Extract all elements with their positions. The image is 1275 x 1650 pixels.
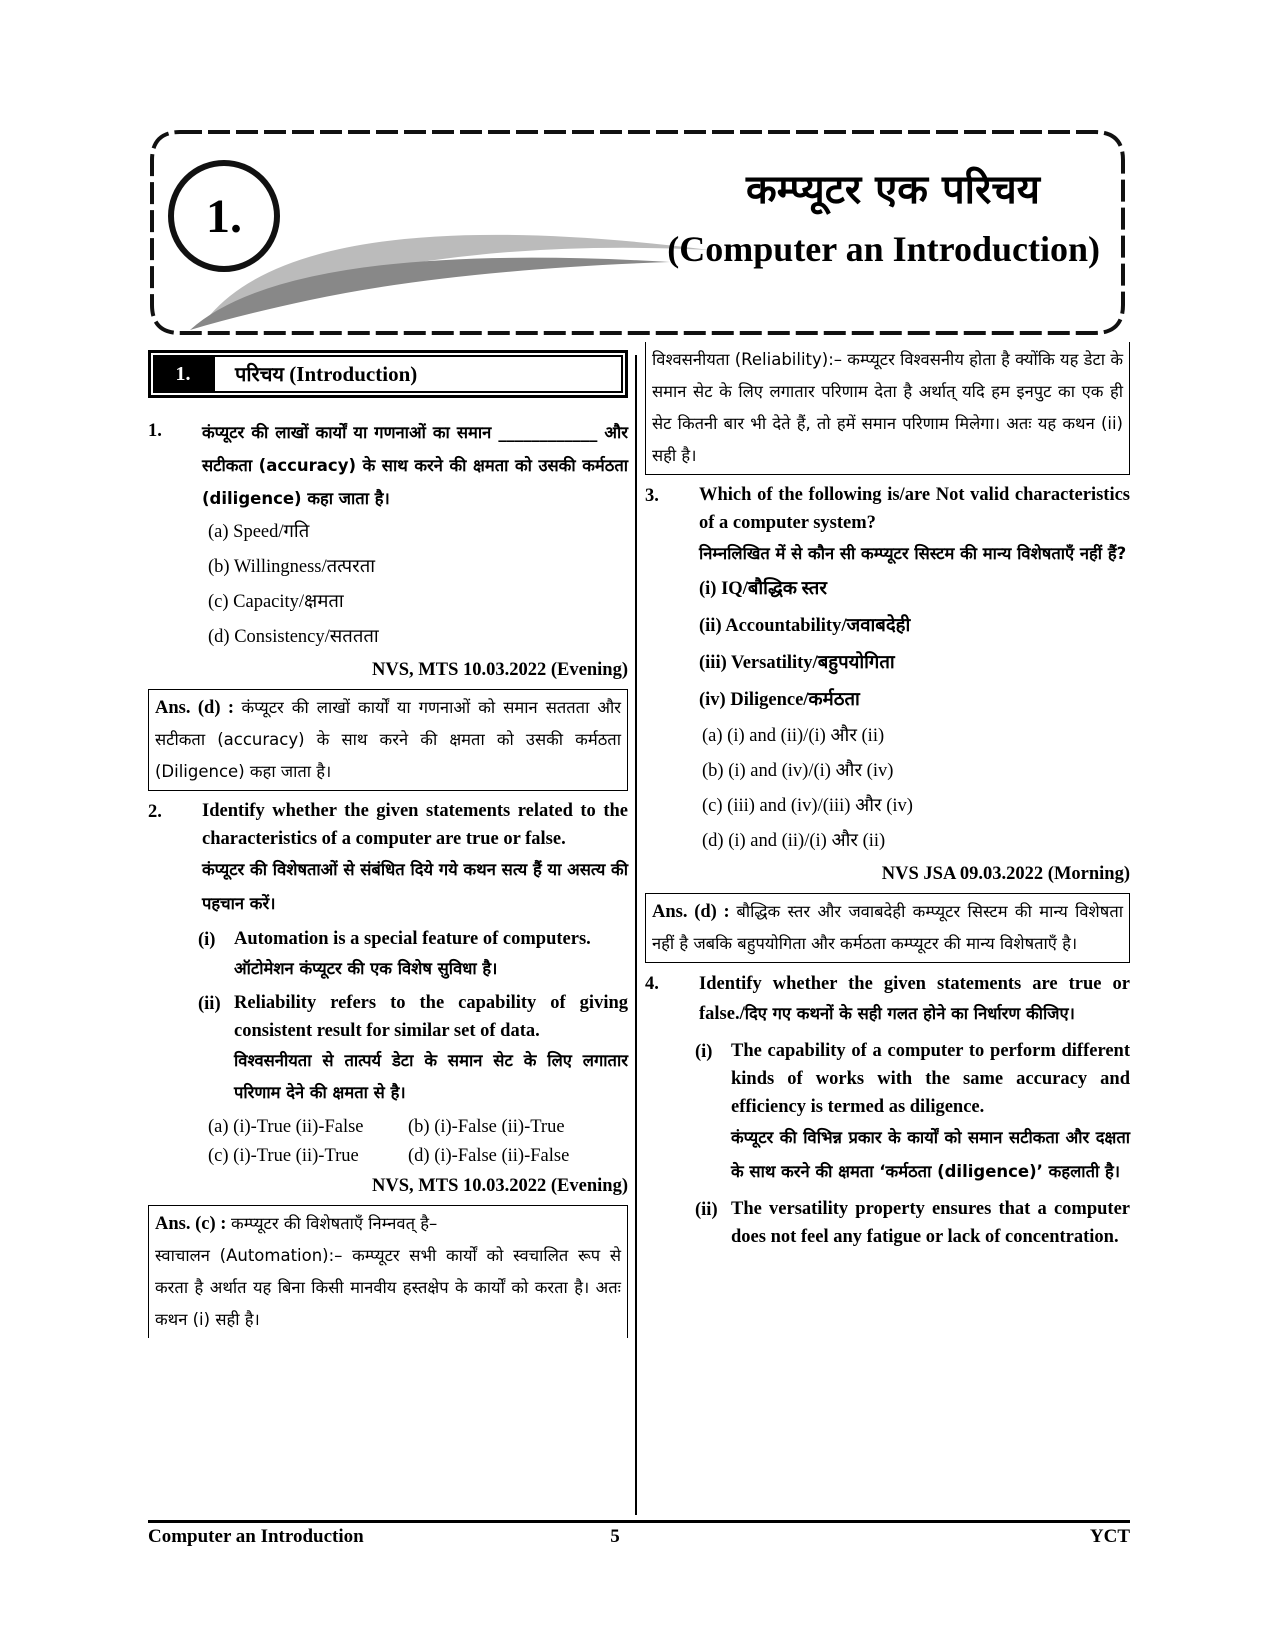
right-column [645,350,1130,1251]
section-title-english: (Introduction) [289,362,418,386]
option-d: (d) Consistency/सततता [208,627,379,647]
question-text: कंप्यूटर की लाखों कार्यों या गणनाओं का समान ____________ और सटीकता (accuracy) के साथ करने की क्षमता को उसकी कर्मठता (diligence) कहा जाता है। [202,423,628,508]
option-b: (b) (i)-False (ii)-True [408,1117,565,1137]
answer-label: Ans. (d) : [652,902,730,922]
question-2 [148,797,628,921]
question-number: 1. [148,421,162,441]
question-source: NVS, MTS 10.03.2022 (Evening) [372,1176,628,1196]
footer-rule [148,1520,1130,1523]
item-iv: (iv) Diligence/कर्मठता [699,690,860,710]
statement-number: (ii) [198,994,221,1014]
statement-hindi: कंप्यूटर की विभिन्न प्रकार के कार्यों को समान सटीकता और दक्षता के साथ करने की क्षमता ‘कर्मठता (diligence)’ कहलाती है। [731,1128,1130,1181]
answer-label: Ans. (c) : [155,1214,227,1234]
item-list [699,571,1130,719]
question-3 [645,481,1130,719]
statement-english: Automation is a special feature of computers. [234,929,591,949]
question-4 [645,969,1130,1029]
chapter-number: 1. [168,160,280,272]
answer-box [148,689,628,791]
question-text-hindi: कंप्यूटर की विशेषताओं से संबंधित दिये गये कथन सत्य हैं या असत्य की पहचान करें। [202,860,628,913]
option-c: (c) (iii) and (iv)/(iii) और (iv) [702,796,913,816]
answer-text: बौद्धिक स्तर और जवाबदेही कम्प्यूटर सिस्टम की मान्य विशेषता नहीं है जबकि बहुपयोगिता और कर्मठता कम्प्यूटर की मान्य विशेषताएँ है। [652,902,1123,953]
option-b: (b) (i) and (iv)/(i) और (iv) [702,761,894,781]
option-a: (a) Speed/गति [208,522,310,542]
question-text-hindi: दिए गए कथनों के सही गलत होने का निर्धारण कीजिए। [744,1004,1075,1023]
option-d: (d) (i) and (ii)/(i) और (ii) [702,831,886,851]
option-c: (c) Capacity/क्षमता [208,592,344,612]
item-i: (i) IQ/बौद्धिक स्तर [699,579,827,599]
statement-ii [645,1195,1130,1251]
option-c: (c) (i)-True (ii)-True [208,1146,359,1166]
statement-hindi: ऑटोमेशन कंप्यूटर की एक विशेष सुविधा है। [234,959,498,978]
chapter-title-hindi: कम्प्यूटर एक परिचय [746,167,1040,213]
statement-i [645,1037,1130,1189]
section-title [213,355,623,393]
options-row-2 [148,1142,628,1171]
answer-label: Ans. (d) : [155,698,235,718]
statement-english: Reliability refers to the capability of giving consistent result for similar set of data. [234,993,628,1041]
statement-hindi: विश्वसनीयता से तात्पर्य डेटा के समान सेट के लिए लगातार परिणाम देने की क्षमता से है। [234,1051,628,1102]
footer-right: YCT [1089,1526,1130,1547]
answer-text: कंप्यूटर की लाखों कार्यों या गणनाओं को समान सततता और सटीकता (accuracy) के साथ करने की क्षमता को उसकी कर्मठता (Diligence) कहा जाता है। [155,698,622,781]
statement-body [234,925,628,985]
statement-body [234,989,628,1109]
statement-number: (i) [198,930,216,950]
question-source: NVS, MTS 10.03.2022 (Evening) [372,660,628,680]
item-iii: (iii) Versatility/बहुपयोगिता [699,653,895,673]
statement-number: (i) [695,1042,713,1062]
options-list [645,719,1130,859]
section-title-hindi: परिचय [235,362,285,386]
chapter-title-english: (Computer an Introduction) [667,229,1100,269]
item-ii: (ii) Accountability/जवाबदेही [699,616,911,636]
page-number: 5 [610,1526,620,1547]
statement-number: (ii) [695,1200,718,1220]
option-b: (b) Willingness/तत्परता [208,557,376,577]
question-number: 4. [645,974,659,994]
answer-intro: कम्प्यूटर की विशेषताएँ निम्नवत् है– [231,1214,438,1233]
left-column [148,350,628,1338]
statement-ii [148,989,628,1109]
statement-body [731,1037,1130,1189]
question-number: 3. [645,486,659,506]
answer-box [148,1205,628,1338]
question-source: NVS JSA 09.03.2022 (Morning) [881,864,1130,884]
footer-left: Computer an Introduction [148,1526,364,1547]
options-list [148,515,628,655]
section-number: 1. [153,355,213,393]
section-heading [148,350,628,398]
question-number: 2. [148,802,162,822]
answer-continuation: विश्वसनीयता (Reliability):– कम्प्यूटर विश्वसनीय होता है क्योंकि यह डेटा के समान सेट के लिए लगातार परिणाम देता है अर्थात् यदि हम इनपुट का एक ही सेट कितनी बार भी देते हैं, तो हमें समान परिणाम मिलेगा। अतः यह कथन (ii) सही है। [645,342,1130,475]
question-body [202,797,628,921]
question-1 [148,416,628,515]
statement-i [148,925,628,985]
option-d: (d) (i)-False (ii)-False [408,1146,570,1166]
question-text [699,969,1130,1029]
statement-english: The capability of a computer to perform different kinds of works with the same accuracy and efficiency is termed as diligence. [731,1041,1130,1117]
question-body [699,481,1130,719]
question-text-english: Which of the following is/are Not valid characteristics of a computer system? [699,485,1130,533]
column-divider [635,355,637,1515]
statement-english: The versatility property ensures that a computer does not feel any fatigue or lack of concentration. [731,1199,1130,1247]
options-row-1 [148,1113,628,1142]
answer-automation: स्वाचालन (Automation):– कम्प्यूटर सभी कार्यों को स्वचालित रूप से करता है अर्थात यह बिना किसी मानवीय हस्तक्षेप के कार्यों को करता है। अतः कथन (i) सही है। [155,1246,621,1329]
question-text-english: Identify whether the given statements are true or false./ [699,974,1130,1024]
option-a: (a) (i)-True (ii)-False [208,1117,364,1137]
answer-box [645,893,1130,963]
question-text-english: Identify whether the given statements related to the characteristics of a computer are true or false. [202,801,628,849]
option-a: (a) (i) and (ii)/(i) और (ii) [702,726,885,746]
question-text-hindi: निम्नलिखित में से कौन सी कम्प्यूटर सिस्टम की मान्य विशेषताएँ नहीं हैं? [699,544,1127,563]
